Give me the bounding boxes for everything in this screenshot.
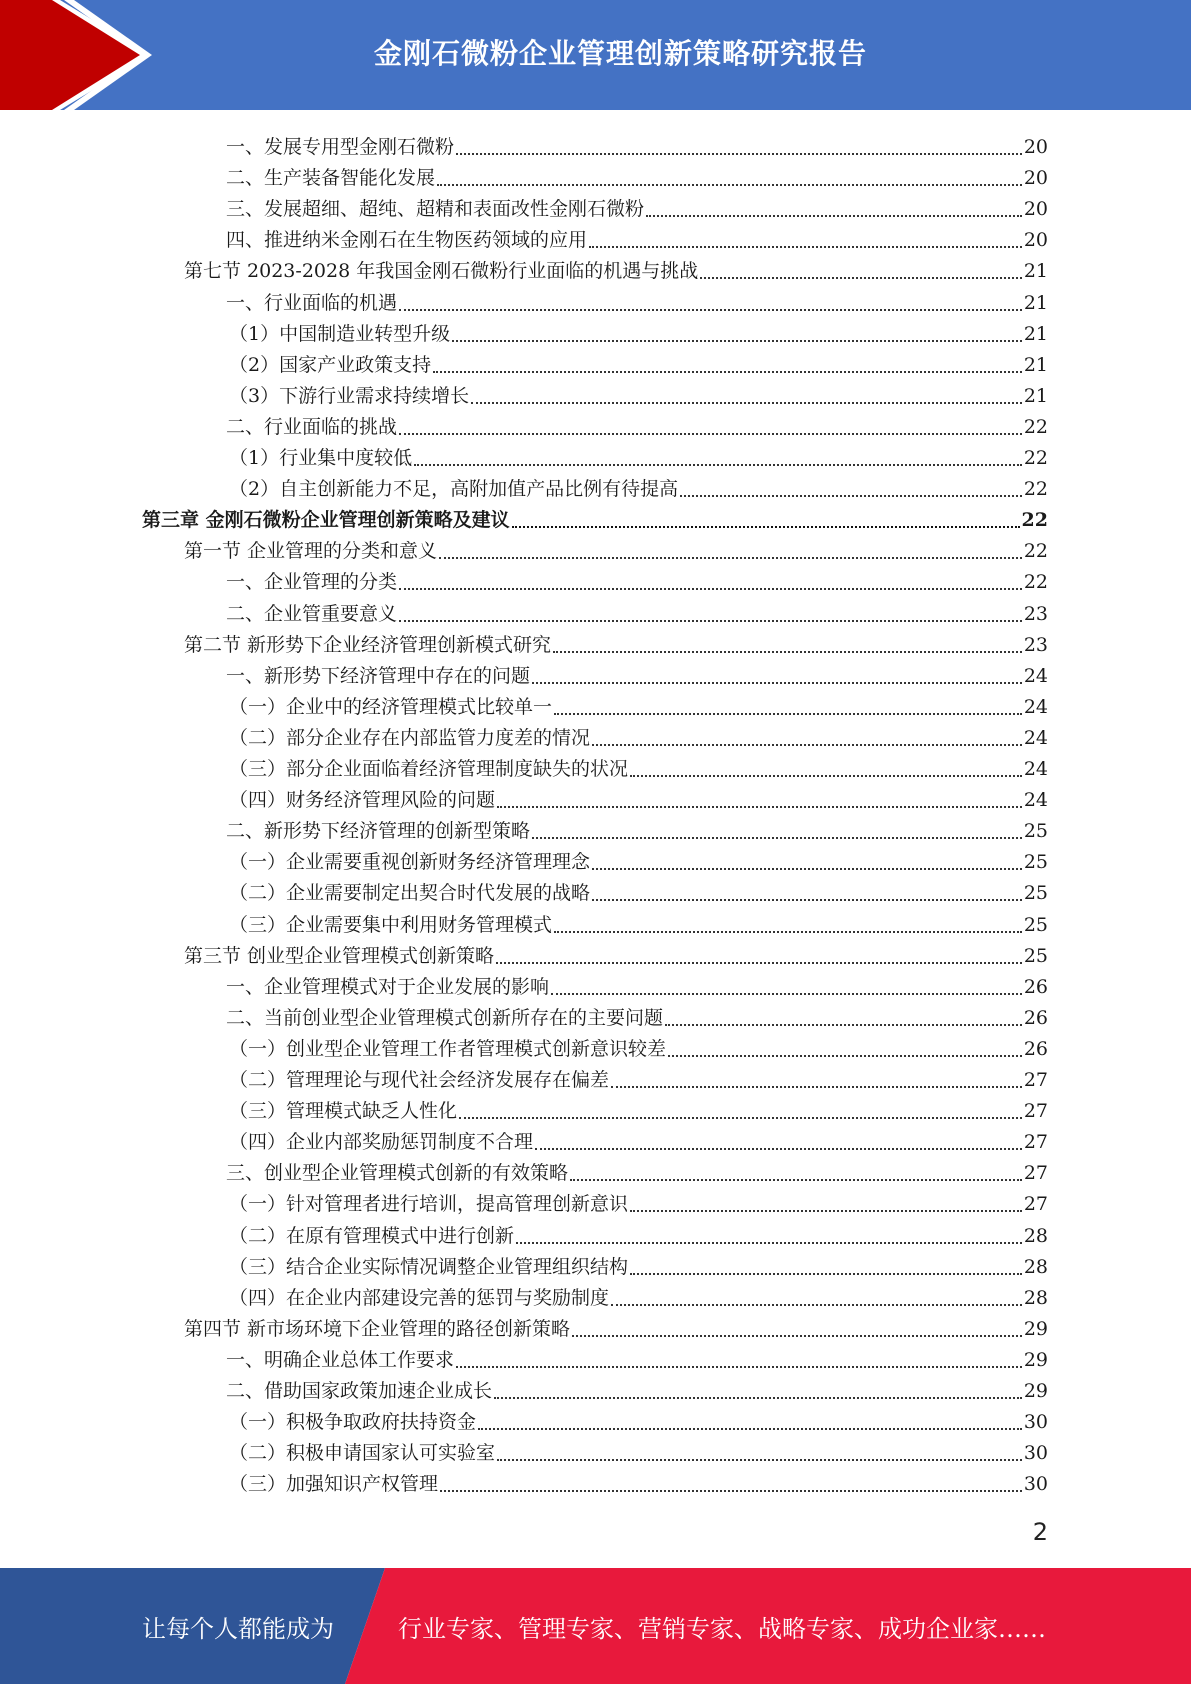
toc-entry[interactable]: [226, 657, 1048, 688]
toc-entry[interactable]: [229, 1279, 1048, 1310]
toc-entry-page: 21: [1023, 353, 1048, 376]
toc-entry[interactable]: [226, 563, 1048, 594]
toc-entry-label: （三）加强知识产权管理: [229, 1473, 439, 1496]
toc-entry-page: 24: [1023, 758, 1048, 780]
toc-entry[interactable]: [229, 470, 1048, 501]
toc-entry-page: 25: [1023, 882, 1048, 905]
toc-entry-page: 30: [1023, 1442, 1048, 1465]
toc-entry[interactable]: [226, 999, 1048, 1030]
toc-entry-page: 20: [1023, 198, 1048, 221]
toc-entry-label: 二、生产装备智能化发展: [226, 167, 436, 190]
toc-entry[interactable]: [229, 874, 1048, 905]
toc-entry[interactable]: [226, 1372, 1048, 1403]
toc-entry[interactable]: [226, 1154, 1048, 1185]
toc-dot-leader: [452, 339, 1022, 342]
toc-dot-leader: [668, 1054, 1022, 1057]
toc-entry-label: （二）在原有管理模式中进行创新: [229, 1224, 515, 1247]
toc-dot-leader: [532, 836, 1022, 839]
toc-entry-page: 22: [1023, 478, 1048, 501]
toc-entry-page: 20: [1023, 167, 1048, 190]
toc-entry-page: 30: [1023, 1411, 1048, 1434]
toc-entry-page: 22: [1023, 571, 1048, 594]
toc-entry-label: 四、推进纳米金刚石在生物医药领域的应用: [226, 229, 588, 252]
toc-entry[interactable]: [226, 595, 1048, 626]
toc-entry[interactable]: [226, 812, 1048, 843]
toc-entry[interactable]: [184, 252, 1048, 283]
toc-dot-leader: [589, 245, 1022, 248]
page-header: [0, 0, 1191, 110]
toc-entry-page: 26: [1023, 1037, 1048, 1060]
toc-dot-leader: [611, 1085, 1022, 1088]
toc-dot-leader: [478, 1427, 1022, 1430]
toc-entry-page: 26: [1023, 1006, 1048, 1029]
toc-dot-leader: [630, 1209, 1022, 1212]
toc-dot-leader: [700, 276, 1022, 279]
toc-entry[interactable]: [229, 1185, 1048, 1216]
toc-dot-leader: [551, 992, 1022, 995]
toc-entry-page: 24: [1023, 789, 1048, 812]
toc-entry-label: （一）创业型企业管理工作者管理模式创新意识较差: [229, 1037, 667, 1060]
toc-entry[interactable]: [229, 377, 1048, 408]
toc-dot-leader: [630, 774, 1022, 777]
page-footer: [0, 1568, 1191, 1684]
toc-entry[interactable]: [226, 284, 1048, 315]
toc-entry-label: 二、企业管重要意义: [226, 602, 398, 625]
toc-entry-page: 25: [1023, 913, 1048, 936]
footer-slogan-right: 行业专家、管理专家、营销专家、战略专家、成功企业家……: [398, 1614, 1046, 1643]
toc-dot-leader: [399, 619, 1022, 622]
toc-entry-page: 28: [1023, 1224, 1048, 1247]
toc-entry[interactable]: [229, 719, 1048, 750]
toc-dot-leader: [459, 1116, 1022, 1119]
toc-dot-leader: [433, 370, 1022, 373]
toc-entry-page: 24: [1023, 726, 1048, 749]
toc-entry[interactable]: [229, 1403, 1048, 1434]
toc-entry[interactable]: [184, 626, 1048, 657]
toc-entry-label: 二、新形势下经济管理的创新型策略: [226, 820, 531, 843]
toc-entry[interactable]: [229, 1123, 1048, 1154]
toc-entry-page: 28: [1023, 1255, 1048, 1278]
toc-entry-page: 28: [1023, 1286, 1048, 1309]
toc-entry[interactable]: [184, 532, 1048, 563]
toc-dot-leader: [399, 587, 1022, 590]
toc-entry-label: （三）部分企业面临着经济管理制度缺失的状况: [229, 758, 629, 780]
toc-entry-page: 22: [1021, 509, 1048, 532]
toc-entry-page: 21: [1023, 291, 1048, 314]
toc-entry-label: 一、明确企业总体工作要求: [226, 1348, 455, 1371]
toc-dot-leader: [497, 1458, 1022, 1461]
toc-dot-leader: [440, 1489, 1022, 1492]
toc-entry[interactable]: [229, 439, 1048, 470]
toc-entry-label: 二、借助国家政策加速企业成长: [226, 1380, 493, 1402]
toc-entry[interactable]: [229, 1061, 1048, 1092]
toc-entry-label: （四）在企业内部建设完善的惩罚与奖励制度: [229, 1286, 610, 1309]
toc-entry-page: 21: [1023, 260, 1048, 283]
toc-entry-label: （二）企业需要制定出契合时代发展的战略: [229, 882, 591, 905]
toc-entry[interactable]: [229, 315, 1048, 346]
toc-entry[interactable]: [229, 1217, 1048, 1248]
toc-dot-leader: [439, 556, 1022, 559]
toc-entry-page: 27: [1023, 1193, 1048, 1216]
toc-entry-label: 二、当前创业型企业管理模式创新所存在的主要问题: [226, 1006, 664, 1029]
toc-dot-leader: [592, 867, 1022, 870]
toc-entry-label: （一）企业中的经济管理模式比较单一: [229, 695, 553, 718]
toc-dot-leader: [646, 214, 1022, 217]
toc-entry-page: 29: [1023, 1317, 1048, 1340]
toc-entry-label: （1）中国制造业转型升级: [229, 322, 451, 345]
toc-entry[interactable]: [226, 221, 1048, 252]
toc-entry[interactable]: [229, 843, 1048, 874]
toc-dot-leader: [399, 308, 1022, 311]
toc-dot-leader: [570, 1178, 1022, 1181]
toc-entry-page: 27: [1023, 1069, 1048, 1091]
toc-entry-label: （三）结合企业实际情况调整企业管理组织结构: [229, 1255, 629, 1278]
toc-dot-leader: [592, 898, 1022, 901]
toc-entry-label: 三、发展超细、超纯、超精和表面改性金刚石微粉: [226, 198, 645, 221]
toc-entry-page: 23: [1023, 602, 1048, 625]
toc-entry-page: 20: [1023, 136, 1048, 158]
toc-entry-page: 21: [1023, 384, 1048, 407]
toc-entry[interactable]: [229, 781, 1048, 812]
toc-dot-leader: [532, 681, 1022, 684]
toc-dot-leader: [456, 152, 1022, 155]
toc-entry-page: 20: [1023, 229, 1048, 252]
footer-slogan-left: 让每个人都能成为: [142, 1614, 334, 1643]
toc-entry-label: （1）行业集中度较低: [229, 447, 413, 469]
toc-entry-label: 三、创业型企业管理模式创新的有效策略: [226, 1162, 569, 1185]
toc-entry-label: 一、新形势下经济管理中存在的问题: [226, 664, 531, 687]
toc-entry-label: （二）积极申请国家认可实验室: [229, 1442, 496, 1465]
toc-entry-page: 26: [1023, 975, 1048, 998]
toc-entry[interactable]: [229, 1434, 1048, 1465]
toc-entry-page: 22: [1023, 540, 1048, 563]
toc-entry-label: （2）自主创新能力不足，高附加值产品比例有待提高: [229, 478, 679, 501]
toc-entry-label: 一、企业管理模式对于企业发展的影响: [226, 975, 550, 998]
toc-entry-label: （四）企业内部奖励惩罚制度不合理: [229, 1131, 534, 1154]
document-title: 金刚石微粉企业管理创新策略研究报告: [373, 37, 867, 70]
toc-entry-label: （一）针对管理者进行培训，提高管理创新意识: [229, 1193, 629, 1216]
toc-entry[interactable]: [142, 501, 1048, 532]
toc-entry[interactable]: [226, 190, 1048, 221]
toc-dot-leader: [665, 1023, 1022, 1026]
toc-dot-leader: [496, 961, 1022, 964]
toc-entry[interactable]: [226, 1341, 1048, 1372]
toc-dot-leader: [456, 1365, 1022, 1368]
toc-dot-leader: [611, 1303, 1022, 1306]
toc-entry-label: （3）下游行业需求持续增长: [229, 384, 470, 407]
toc-entry-page: 29: [1023, 1348, 1048, 1371]
toc-entry[interactable]: [229, 1248, 1048, 1279]
toc-dot-leader: [535, 1147, 1022, 1150]
toc-entry-page: 25: [1023, 944, 1048, 967]
toc-entry-label: 第三章 金刚石微粉企业管理创新策略及建议: [142, 509, 510, 532]
toc-entry[interactable]: [226, 968, 1048, 999]
toc-entry[interactable]: [229, 1092, 1048, 1123]
toc-entry[interactable]: [229, 906, 1048, 937]
toc-entry-label: 第三节 创业型企业管理模式创新策略: [184, 944, 495, 967]
toc-entry[interactable]: [229, 346, 1048, 377]
toc-entry-page: 22: [1023, 447, 1048, 469]
toc-entry[interactable]: [226, 159, 1048, 190]
toc-dot-leader: [630, 1272, 1022, 1275]
toc-entry-page: 22: [1023, 415, 1048, 438]
toc-entry[interactable]: [226, 128, 1048, 159]
toc-dot-leader: [471, 401, 1022, 404]
toc-entry-page: 21: [1023, 322, 1048, 345]
toc-entry-label: （三）企业需要集中利用财务管理模式: [229, 913, 553, 936]
toc-entry-label: （三）管理模式缺乏人性化: [229, 1100, 458, 1123]
toc-entry[interactable]: [184, 1310, 1048, 1341]
toc-dot-leader: [497, 805, 1022, 808]
toc-entry-page: 29: [1023, 1380, 1048, 1402]
toc-dot-leader: [494, 1396, 1022, 1399]
toc-entry-label: 二、行业面临的挑战: [226, 415, 398, 438]
toc-dot-leader: [414, 463, 1022, 466]
toc-dot-leader: [554, 712, 1022, 715]
toc-entry-page: 24: [1023, 664, 1048, 687]
toc-entry-label: 一、企业管理的分类: [226, 571, 398, 594]
toc-entry-page: 27: [1023, 1131, 1048, 1154]
toc-entry-label: 第四节 新市场环境下企业管理的路径创新策略: [184, 1317, 571, 1340]
toc-entry-page: 27: [1023, 1100, 1048, 1123]
page-number: 2: [1032, 1518, 1048, 1546]
toc-dot-leader: [512, 525, 1020, 528]
toc-dot-leader: [680, 494, 1022, 497]
toc-entry-label: 一、发展专用型金刚石微粉: [226, 136, 455, 158]
toc-entry[interactable]: [229, 750, 1048, 781]
toc-entry[interactable]: [184, 937, 1048, 968]
toc-entry-page: 24: [1023, 695, 1048, 718]
toc-entry-label: （二）管理理论与现代社会经济发展存在偏差: [229, 1069, 610, 1091]
toc-entry-label: 第七节 2023-2028 年我国金刚石微粉行业面临的机遇与挑战: [184, 260, 699, 283]
toc-entry-page: 25: [1023, 851, 1048, 874]
toc-entry-label: （一）企业需要重视创新财务经济管理理念: [229, 851, 591, 874]
toc-dot-leader: [572, 1334, 1022, 1337]
toc-dot-leader: [554, 930, 1022, 933]
toc-entry-label: （四）财务经济管理风险的问题: [229, 789, 496, 812]
toc-entry-page: 27: [1023, 1162, 1048, 1185]
toc-entry-label: （二）部分企业存在内部监管力度差的情况: [229, 726, 591, 749]
toc-entry-label: 第一节 企业管理的分类和意义: [184, 540, 438, 563]
toc-entry-page: 25: [1023, 820, 1048, 843]
toc-entry[interactable]: [229, 1030, 1048, 1061]
toc-dot-leader: [437, 183, 1022, 186]
toc-dot-leader: [592, 743, 1022, 746]
toc-entry[interactable]: [226, 408, 1048, 439]
toc-entry-page: 30: [1023, 1473, 1048, 1496]
toc-dot-leader: [516, 1241, 1022, 1244]
toc-dot-leader: [399, 432, 1022, 435]
toc-entry[interactable]: [229, 688, 1048, 719]
toc-entry-label: （2）国家产业政策支持: [229, 353, 432, 376]
toc-entry-label: 一、行业面临的机遇: [226, 291, 398, 314]
toc-entry-page: 23: [1023, 633, 1048, 656]
toc-dot-leader: [553, 650, 1022, 653]
toc-entry-label: 第二节 新形势下企业经济管理创新模式研究: [184, 633, 552, 656]
toc-entry[interactable]: [229, 1465, 1048, 1496]
toc-entry-label: （一）积极争取政府扶持资金: [229, 1411, 477, 1434]
